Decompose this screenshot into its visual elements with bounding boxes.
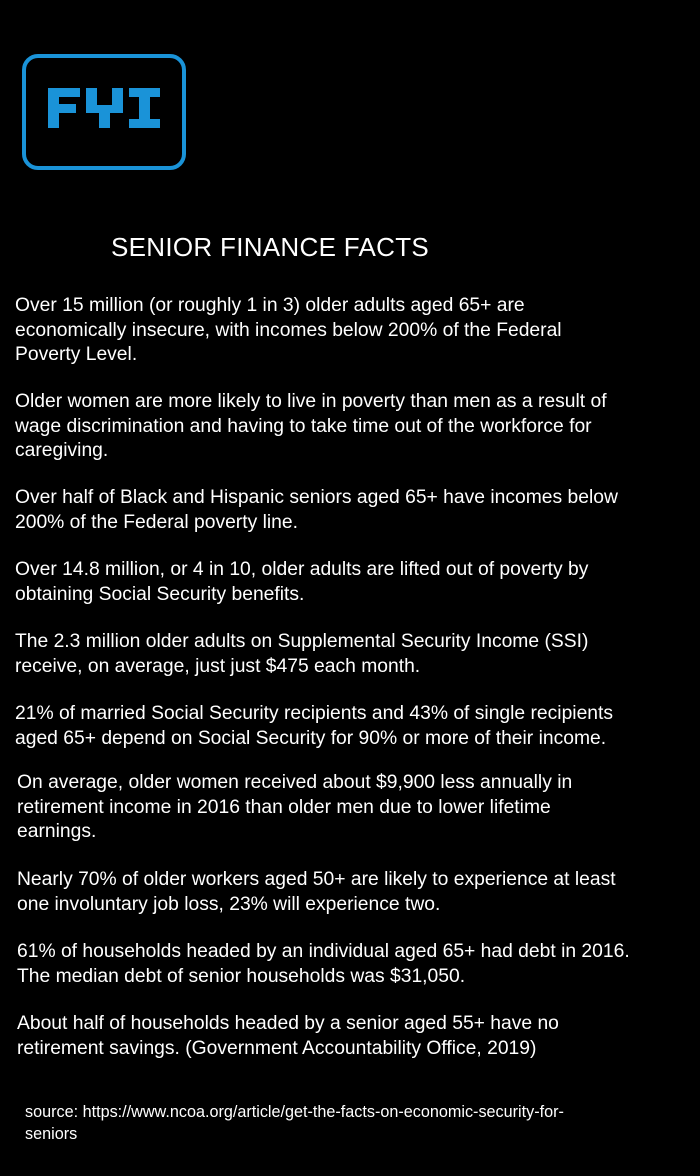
fyi-logo bbox=[22, 54, 186, 170]
fyi-logo-text bbox=[48, 88, 162, 128]
fact-7: On average, older women received about $9,900 less annually in retirement income in 2016 than older men due to lower lifetime earnings. bbox=[17, 772, 573, 842]
fact-1: Over 15 million (or roughly 1 in 3) older adults aged 65+ are economically insecure, with incomes below 200% of the Federal Poverty Level. bbox=[15, 295, 562, 365]
fact-5: The 2.3 million older adults on Supplemental Security Income (SSI) receive, on average, just just $475 each month. bbox=[15, 631, 589, 677]
fact-2: Older women are more likely to live in poverty than men as a result of wage discrimination and having to take time out of the workforce for caregiving. bbox=[15, 391, 607, 461]
fact-10: About half of households headed by a senior aged 55+ have no retirement savings. (Government Accountability Office, 2019) bbox=[17, 1013, 559, 1059]
fact-8: Nearly 70% of older workers aged 50+ are likely to experience at least one involuntary job loss, 23% will experience two. bbox=[17, 869, 616, 915]
fact-6: 21% of married Social Security recipients and 43% of single recipients aged 65+ depend on Social Security for 90% or more of their income. bbox=[15, 703, 614, 749]
page-title: SENIOR FINANCE FACTS bbox=[111, 232, 430, 262]
fact-4: Over 14.8 million, or 4 in 10, older adults are lifted out of poverty by obtaining Social Security benefits. bbox=[15, 559, 589, 605]
fact-3: Over half of Black and Hispanic seniors aged 65+ have incomes below 200% of the Federal poverty line. bbox=[15, 487, 618, 533]
fact-9: 61% of households headed by an individual aged 65+ had debt in 2016. The median debt of senior households was $31,050. bbox=[17, 941, 630, 987]
source-citation: source: https://www.ncoa.org/article/get-the-facts-on-economic-security-for- seniors bbox=[25, 1103, 564, 1143]
